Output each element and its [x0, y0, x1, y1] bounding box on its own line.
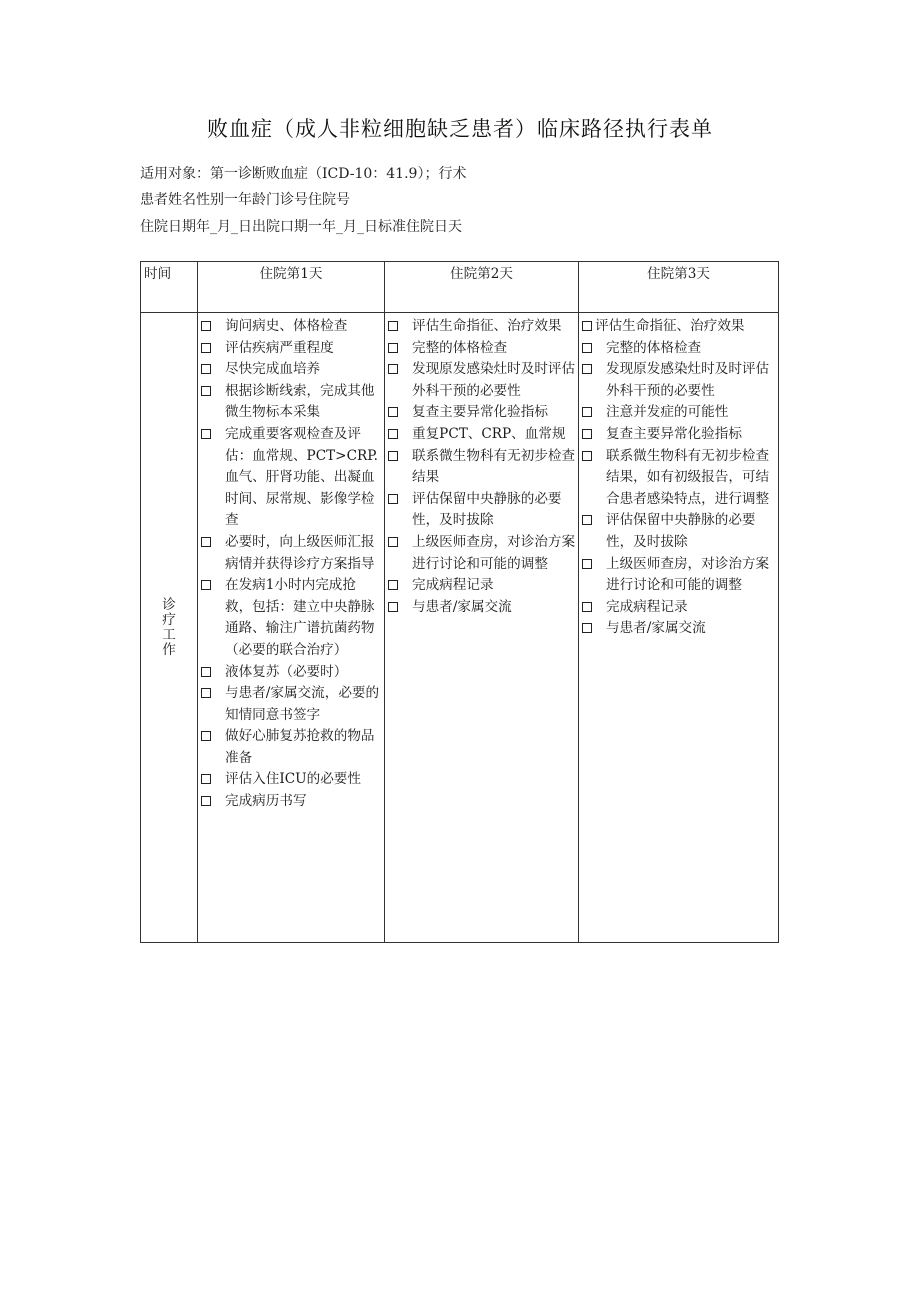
checklist-item[interactable]: 根据诊断线索，完成其他微生物标本采集: [200, 381, 382, 424]
checklist-item[interactable]: 完整的体格检查: [387, 338, 576, 360]
checkbox-icon[interactable]: [201, 386, 211, 396]
checkbox-icon[interactable]: [582, 429, 592, 439]
checkbox-icon[interactable]: [201, 364, 211, 374]
checkbox-icon[interactable]: [582, 602, 592, 612]
checkbox-icon[interactable]: [388, 580, 398, 590]
checkbox-icon[interactable]: [582, 623, 592, 633]
day-2-cell: [385, 313, 579, 943]
checkbox-icon[interactable]: [582, 321, 592, 331]
checkbox-icon[interactable]: [201, 774, 211, 784]
checklist-item[interactable]: 液体复苏（必要时）: [200, 662, 382, 684]
checklist-item[interactable]: 评估生命指征、治疗效果: [581, 316, 776, 338]
checkbox-icon[interactable]: [582, 515, 592, 525]
checkbox-icon[interactable]: [201, 429, 211, 439]
header-time: 时间: [141, 262, 198, 313]
checkbox-icon[interactable]: [201, 796, 211, 806]
table-row-treatment: [141, 313, 779, 943]
checklist-item[interactable]: 联系微生物科有无初步检查结果: [387, 446, 576, 489]
checkbox-icon[interactable]: [201, 580, 211, 590]
checkbox-icon[interactable]: [388, 537, 398, 547]
checkbox-icon[interactable]: [582, 559, 592, 569]
checkbox-icon[interactable]: [201, 343, 211, 353]
checklist-item[interactable]: 评估保留中央静脉的必要性，及时拔除: [387, 489, 576, 532]
checklist-item[interactable]: 与患者/家属交流: [387, 597, 576, 619]
applicable-object-line: 适用对象：第一诊断败血症（ICD-10：41.9）；行术: [140, 166, 467, 182]
day-1-cell: [198, 313, 385, 943]
checklist-item[interactable]: 询问病史、体格检查: [200, 316, 382, 338]
checkbox-icon[interactable]: [201, 667, 211, 677]
day-2-checklist: [385, 313, 578, 618]
checklist-item[interactable]: 评估生命指征、治疗效果: [387, 316, 576, 338]
checkbox-icon[interactable]: [388, 429, 398, 439]
section-label-cell: [141, 313, 198, 943]
checkbox-icon[interactable]: [582, 451, 592, 461]
checklist-item[interactable]: 做好心肺复苏抢救的物品准备: [200, 726, 382, 769]
checkbox-icon[interactable]: [201, 688, 211, 698]
day-3-cell: [579, 313, 779, 943]
checkbox-icon[interactable]: [388, 602, 398, 612]
clinical-pathway-table: [140, 261, 779, 943]
checklist-item[interactable]: 发现原发感染灶时及时评估外科干预的必要性: [387, 359, 576, 402]
checklist-item[interactable]: 复查主要异常化验指标: [581, 424, 776, 446]
checklist-item[interactable]: 在发病1小时内完成抢救，包括：建立中央静脉通路、输注广谱抗菌药物（必要的联合治疗）: [200, 575, 382, 661]
document-title: 败血症（成人非粒细胞缺乏患者）临床路径执行表单: [207, 117, 713, 141]
checkbox-icon[interactable]: [388, 451, 398, 461]
checkbox-icon[interactable]: [201, 537, 211, 547]
checklist-item[interactable]: 完成重要客观检查及评估：血常规、PCT>CRP.血气、肝肾功能、出凝血时间、尿常规、影像学检查: [200, 424, 382, 532]
checklist-item[interactable]: 联系微生物科有无初步检查结果，如有初级报告，可结合患者感染特点，进行调整: [581, 446, 776, 511]
checkbox-icon[interactable]: [388, 364, 398, 374]
checkbox-icon[interactable]: [388, 407, 398, 417]
checkbox-icon[interactable]: [582, 364, 592, 374]
checklist-item[interactable]: 完成病历书写: [200, 791, 382, 813]
checklist-item[interactable]: 评估保留中央静脉的必要性，及时拔除: [581, 510, 776, 553]
checklist-item[interactable]: 完成病程记录: [581, 597, 776, 619]
checklist-item[interactable]: 尽快完成血培养: [200, 359, 382, 381]
section-label: 诊疗工作: [162, 596, 176, 658]
table-header-row: [141, 262, 779, 313]
header-day-2: 住院第2天: [385, 262, 579, 313]
checkbox-icon[interactable]: [388, 343, 398, 353]
checkbox-icon[interactable]: [582, 343, 592, 353]
checklist-item[interactable]: 发现原发感染灶时及时评估外科干预的必要性: [581, 359, 776, 402]
day-1-checklist: [198, 313, 384, 813]
checklist-item[interactable]: 上级医师查房，对诊治方案进行讨论和可能的调整: [387, 532, 576, 575]
checklist-item[interactable]: 完成病程记录: [387, 575, 576, 597]
checklist-item[interactable]: 完整的体格检查: [581, 338, 776, 360]
checklist-item[interactable]: 必要时，向上级医师汇报病情并获得诊疗方案指导: [200, 532, 382, 575]
checkbox-icon[interactable]: [582, 407, 592, 417]
checkbox-icon[interactable]: [201, 321, 211, 331]
checklist-item[interactable]: 注意并发症的可能性: [581, 402, 776, 424]
checkbox-icon[interactable]: [201, 731, 211, 741]
admission-date-line: 住院日期年_月_日出院口期一年_月_日标准住院日天: [140, 219, 462, 235]
patient-info-line: 患者姓名性别一年龄门诊号住院号: [140, 192, 350, 208]
checkbox-icon[interactable]: [388, 321, 398, 331]
header-day-3: 住院第3天: [579, 262, 779, 313]
checklist-item[interactable]: 评估疾病严重程度: [200, 338, 382, 360]
checklist-item[interactable]: 与患者/家属交流: [581, 618, 776, 640]
checklist-item[interactable]: 重复PCT、CRP、血常规: [387, 424, 576, 446]
day-3-checklist: [579, 313, 778, 640]
checkbox-icon[interactable]: [388, 494, 398, 504]
checklist-item[interactable]: 复查主要异常化验指标: [387, 402, 576, 424]
checklist-item[interactable]: 上级医师查房，对诊治方案进行讨论和可能的调整: [581, 554, 776, 597]
checklist-item[interactable]: 评估入住ICU的必要性: [200, 769, 382, 791]
checklist-item[interactable]: 与患者/家属交流，必要的知情同意书签字: [200, 683, 382, 726]
header-day-1: 住院第1天: [198, 262, 385, 313]
